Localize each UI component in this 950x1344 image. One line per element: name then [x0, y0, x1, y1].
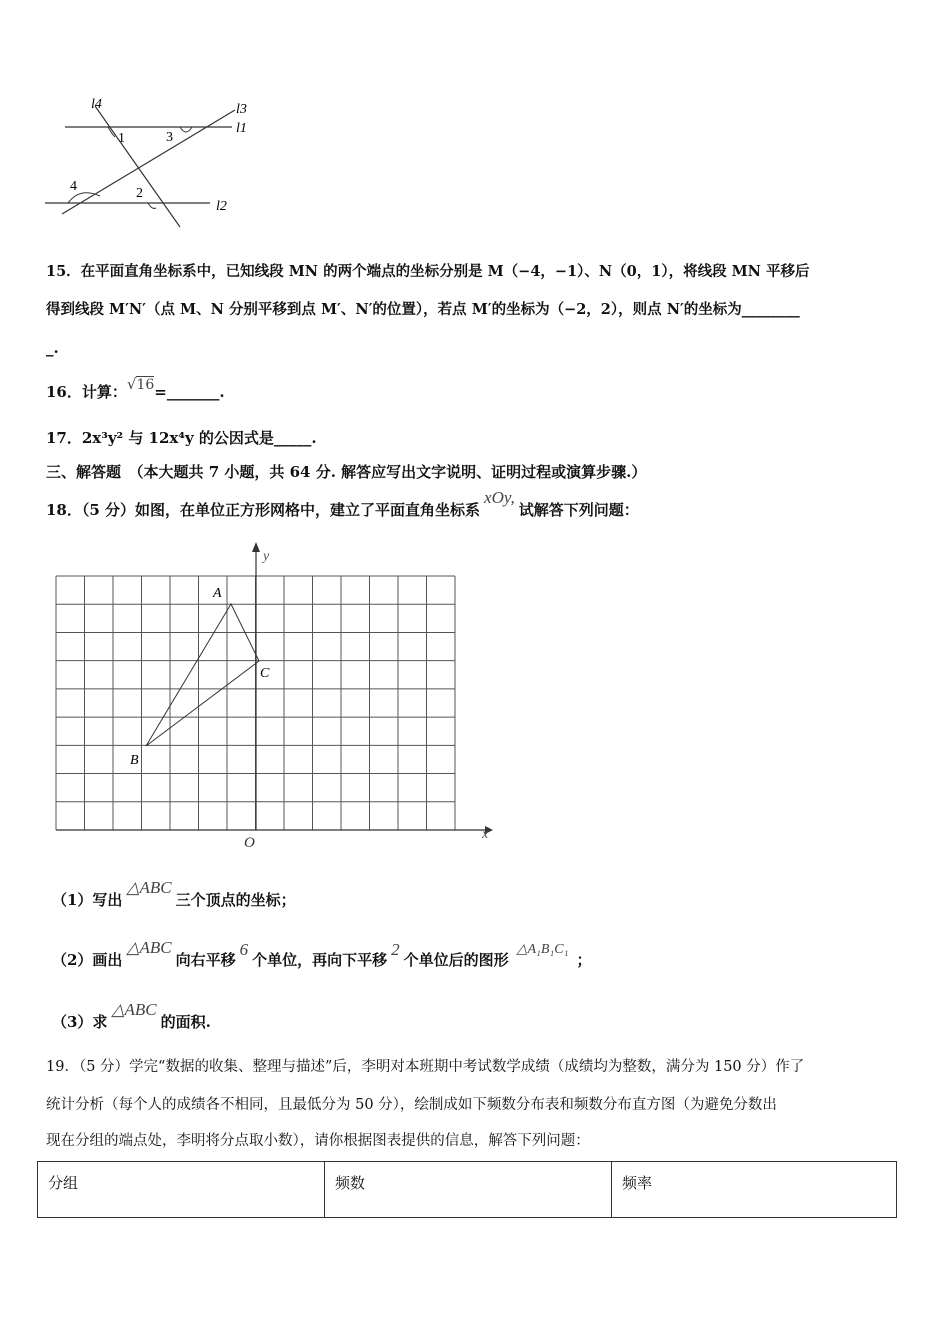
origin-label: O	[244, 835, 255, 851]
table-header-frequency-rate: 频率	[612, 1162, 897, 1218]
sqrt-symbol: √16	[126, 375, 155, 393]
q18-sub2-end: ；	[576, 951, 592, 969]
q18-sub3	[52, 1000, 211, 1032]
label-l3: l3	[236, 102, 247, 117]
q16-prefix: 16．计算：	[46, 383, 127, 401]
coordinate-grid-figure	[40, 540, 500, 860]
axis-label-y: y	[263, 549, 270, 564]
q18-sub2-prefix: （2）画出	[52, 951, 123, 969]
y-axis-arrow	[252, 542, 260, 552]
q15-line3: _.	[46, 339, 59, 357]
angle-3: 3	[166, 130, 173, 145]
label-l1: l1	[236, 121, 247, 136]
q19-line2: 统计分析（每个人的成绩各不相同，且最低分为 50 分），绘制成如下频数分布表和频数分布直方图（为避免分数出	[46, 1097, 777, 1113]
q18-sub2-mid3: 个单位后的图形	[403, 951, 509, 969]
parallel-lines-figure	[40, 92, 270, 232]
q18-sub2-formula: △ABC	[126, 938, 172, 957]
q18-stem	[46, 488, 639, 520]
q18-sub2-mid2: 个单位，再向下平移	[252, 951, 388, 969]
table-header-row	[38, 1162, 897, 1218]
section3-heading: 三、解答题 （本大题共 7 小题，共 64 分. 解答应写出文字说明、证明过程或演算步骤.）	[46, 463, 647, 481]
q18-sub3-prefix: （3）求	[52, 1013, 108, 1031]
q18-sub1-suffix: 三个顶点的坐标；	[175, 891, 296, 909]
q15-line1: 15．在平面直角坐标系中，已知线段 MN 的两个端点的坐标分别是 M（−4，−1）、N（0，1），将线段 MN 平移后	[46, 263, 810, 280]
q16-radical: 16	[136, 377, 155, 393]
line-l3	[62, 110, 235, 214]
q19-line1: 19．（5 分）学完“数据的收集、整理与描述”后，李明对本班期中考试数学成绩（成绩均为整数，满分为 150 分）作了	[46, 1059, 805, 1075]
q18-sub1-prefix: （1）写出	[52, 891, 123, 909]
point-label-a: A	[213, 586, 222, 601]
frequency-table	[37, 1161, 897, 1218]
q18-sub2-num1: 6	[239, 940, 249, 959]
angle-2: 2	[136, 186, 143, 201]
q18-sub1-formula: △ABC	[126, 878, 172, 897]
q18-sub2-mid1: 向右平移	[175, 951, 236, 969]
point-label-c: C	[260, 666, 270, 681]
q15-line2: 得到线段 M′N′（点 M、N 分别平移到点 M′、N′的位置），若点 M′的坐标为（−2，2），则点 N′的坐标为________	[46, 301, 800, 318]
q16	[46, 375, 225, 403]
q18-sub1	[52, 878, 296, 910]
q16-suffix: =_______.	[154, 383, 225, 401]
q18-formula: xOy,	[484, 488, 515, 507]
q18-sub2	[52, 938, 592, 972]
q18-sub2-num2: 2	[391, 940, 400, 959]
q18-prefix: 18．（5 分）如图，在单位正方形网格中，建立了平面直角坐标系	[46, 501, 481, 519]
line-l4	[95, 106, 180, 227]
triangle-abc	[146, 604, 259, 746]
point-label-b: B	[130, 753, 139, 768]
axis-label-x: x	[482, 827, 489, 842]
q19-line3: 现在分组的端点处，李明将分点取小数），请你根据图表提供的信息，解答下列问题：	[46, 1133, 590, 1149]
angle-1: 1	[118, 131, 125, 146]
q17: 17．2x³y² 与 12x⁴y 的公因式是_____.	[46, 429, 317, 447]
label-l4: l4	[91, 97, 102, 112]
q18-sub3-suffix: 的面积.	[160, 1013, 211, 1031]
table-header-group: 分组	[38, 1162, 325, 1218]
q18-sub2-formula2: △A₁B₁C₁	[516, 942, 569, 957]
label-l2: l2	[216, 199, 227, 214]
angle-4: 4	[70, 179, 77, 194]
table-header-frequency-count: 频数	[325, 1162, 612, 1218]
q18-suffix: 试解答下列问题：	[518, 501, 639, 519]
q18-sub3-formula: △ABC	[111, 1000, 157, 1019]
